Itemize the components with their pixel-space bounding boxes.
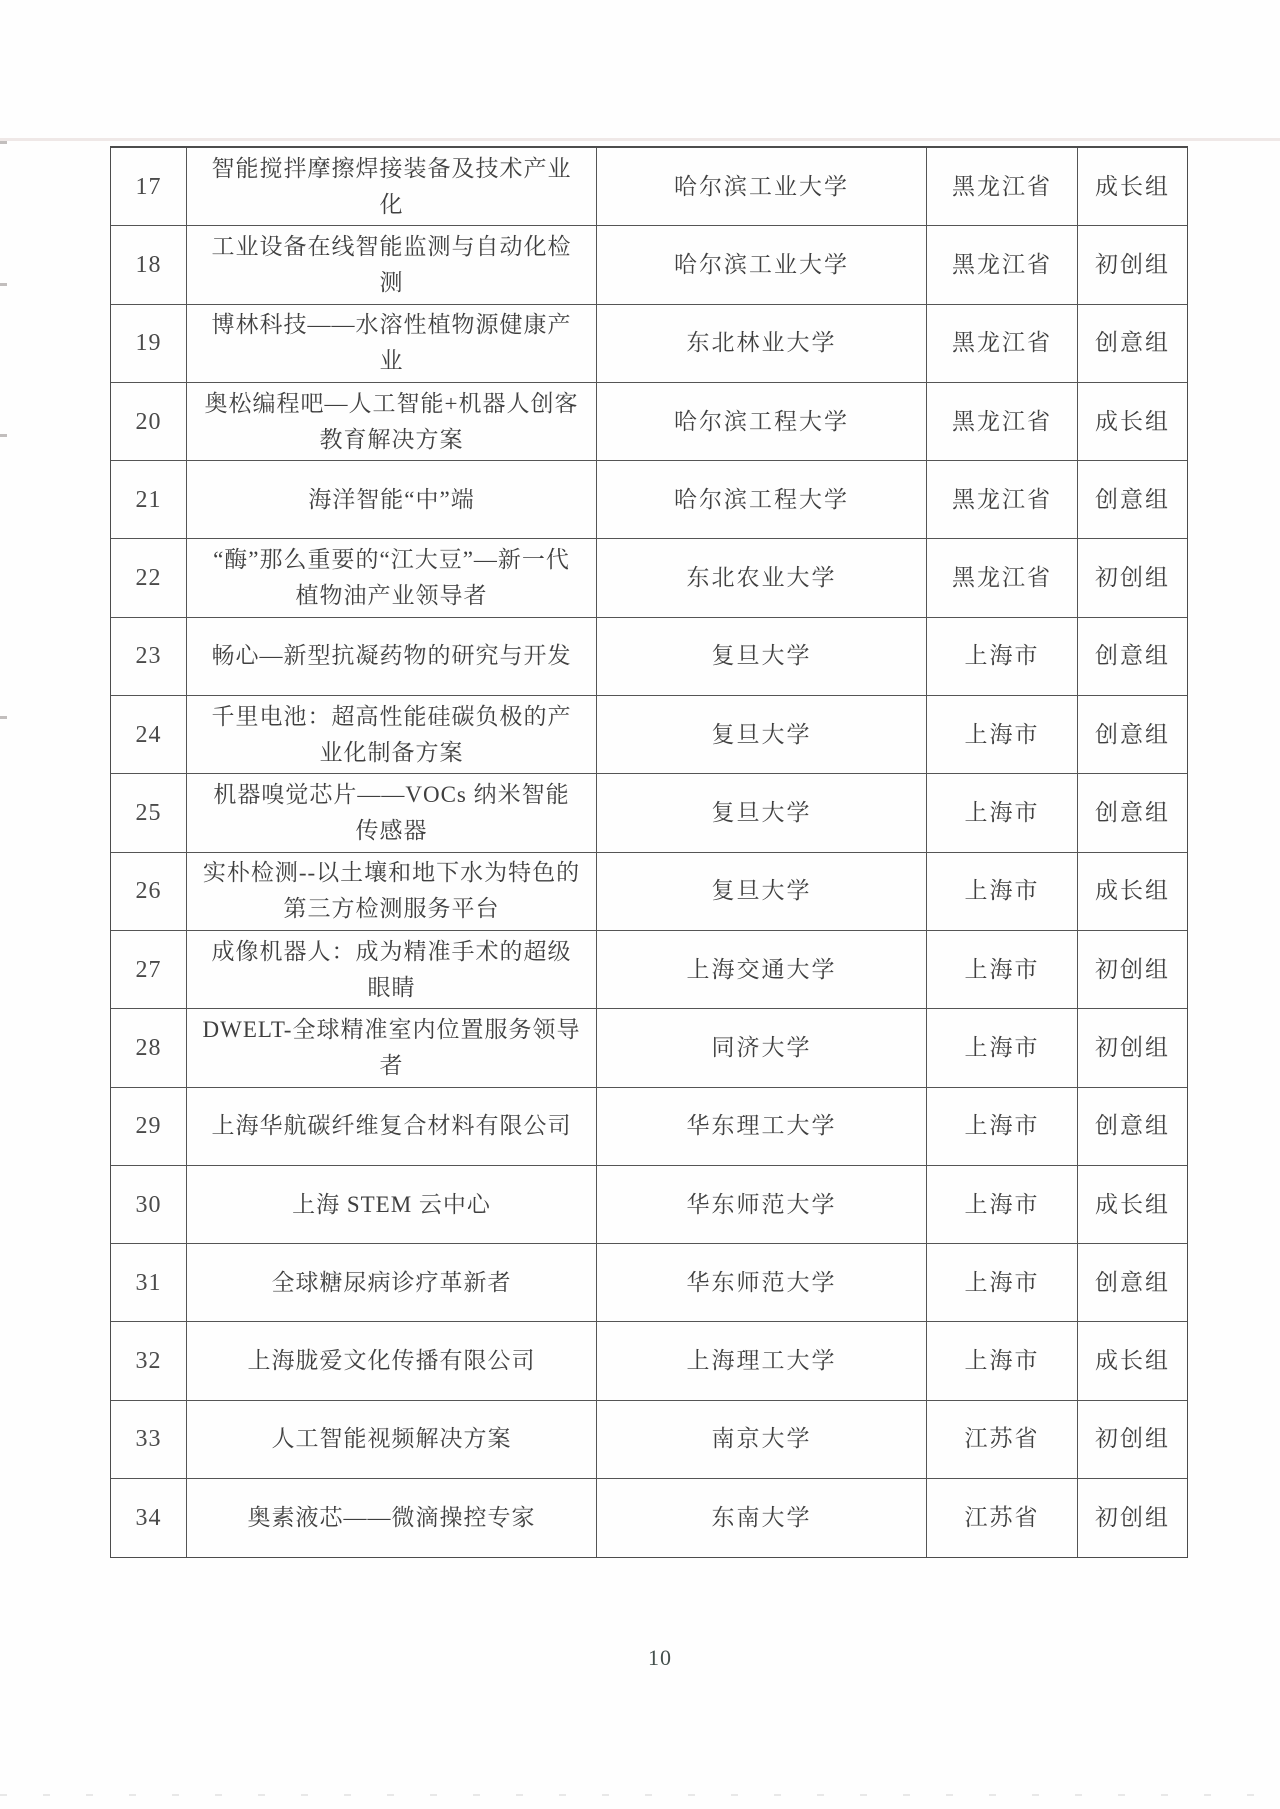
table-row	[111, 226, 1187, 304]
table-row	[111, 383, 1187, 461]
cell-university: 复旦大学	[597, 774, 927, 851]
table-row	[111, 1088, 1187, 1166]
cell-project-name: 畅心—新型抗凝药物的研究与开发	[187, 618, 597, 695]
cell-university: 哈尔滨工程大学	[597, 383, 927, 460]
cell-province: 江苏省	[927, 1479, 1078, 1557]
cell-province: 上海市	[927, 1322, 1078, 1399]
cell-province: 黑龙江省	[927, 539, 1078, 616]
cell-row-number: 33	[111, 1401, 187, 1478]
cell-project-name: 千里电池：超高性能硅碳负极的产业化制备方案	[187, 696, 597, 773]
cell-row-number: 30	[111, 1166, 187, 1243]
scan-artifact-edge-tick	[0, 141, 7, 144]
cell-group: 成长组	[1095, 173, 1170, 199]
cell-group: 创意组	[1095, 486, 1170, 512]
cell-row-number: 24	[111, 696, 187, 773]
cell-project-name: 机器嗅觉芯片——VOCs 纳米智能传感器	[187, 774, 597, 851]
cell-project-name: 奥松编程吧—人工智能+机器人创客教育解决方案	[187, 383, 597, 460]
cell-row-number: 22	[111, 539, 187, 616]
table-row	[111, 461, 1187, 539]
cell-row-number: 18	[111, 226, 187, 303]
table-row	[111, 1009, 1187, 1087]
cell-university: 哈尔滨工业大学	[597, 148, 927, 225]
cell-university: 华东师范大学	[597, 1166, 927, 1243]
cell-university: 华东师范大学	[597, 1244, 927, 1321]
cell-row-number: 25	[111, 774, 187, 851]
cell-project-name: 上海胧爱文化传播有限公司	[187, 1322, 597, 1399]
table-row	[111, 148, 1187, 226]
cell-group: 创意组	[1095, 721, 1170, 747]
table-row	[111, 1479, 1187, 1557]
cell-row-number: 23	[111, 618, 187, 695]
cell-row-number: 29	[111, 1088, 187, 1165]
cell-province: 上海市	[927, 696, 1078, 773]
cell-province: 黑龙江省	[927, 226, 1078, 303]
cell-university: 东北林业大学	[597, 305, 927, 382]
cell-group: 初创组	[1095, 1426, 1170, 1452]
cell-project-name: 全球糖尿病诊疗革新者	[187, 1244, 597, 1321]
cell-province: 黑龙江省	[927, 305, 1078, 382]
scan-artifact-edge-tick	[0, 283, 7, 286]
table-row	[111, 305, 1187, 383]
scan-artifact-bottom-specks	[0, 1794, 1280, 1796]
cell-row-number: 17	[111, 148, 187, 225]
table-row	[111, 618, 1187, 696]
cell-row-number: 20	[111, 383, 187, 460]
cell-group: 成长组	[1095, 408, 1170, 434]
cell-project-name: 上海华航碳纤维复合材料有限公司	[187, 1088, 597, 1165]
cell-university: 东南大学	[597, 1479, 927, 1557]
cell-row-number: 31	[111, 1244, 187, 1321]
cell-project-name: 上海 STEM 云中心	[187, 1166, 597, 1243]
cell-project-name: 海洋智能“中”端	[187, 461, 597, 538]
table-row	[111, 1166, 1187, 1244]
cell-group: 初创组	[1095, 956, 1170, 982]
cell-university: 复旦大学	[597, 853, 927, 930]
cell-province: 上海市	[927, 853, 1078, 930]
cell-project-name: DWELT-全球精准室内位置服务领导者	[187, 1009, 597, 1086]
cell-project-name: “酶”那么重要的“江大豆”—新一代植物油产业领导者	[187, 539, 597, 616]
cell-project-name: 奥素液芯——微滴操控专家	[187, 1479, 597, 1557]
cell-project-name: 成像机器人：成为精准手术的超级眼睛	[187, 931, 597, 1008]
cell-row-number: 32	[111, 1322, 187, 1399]
cell-row-number: 28	[111, 1009, 187, 1086]
cell-university: 上海交通大学	[597, 931, 927, 1008]
cell-group: 初创组	[1095, 1505, 1170, 1531]
cell-group: 创意组	[1095, 1269, 1170, 1295]
cell-university: 哈尔滨工业大学	[597, 226, 927, 303]
table-row	[111, 774, 1187, 852]
table-row	[111, 931, 1187, 1009]
cell-group: 创意组	[1095, 800, 1170, 826]
cell-group: 成长组	[1095, 878, 1170, 904]
table-row	[111, 853, 1187, 931]
page-number: 10	[648, 1645, 672, 1670]
cell-province: 上海市	[927, 931, 1078, 1008]
cell-university: 东北农业大学	[597, 539, 927, 616]
cell-province: 上海市	[927, 774, 1078, 851]
cell-group: 成长组	[1095, 1191, 1170, 1217]
cell-row-number: 26	[111, 853, 187, 930]
cell-province: 黑龙江省	[927, 148, 1078, 225]
table-row	[111, 1401, 1187, 1479]
cell-row-number: 34	[111, 1479, 187, 1557]
cell-province: 黑龙江省	[927, 461, 1078, 538]
cell-project-name: 智能搅拌摩擦焊接装备及技术产业化	[187, 148, 597, 225]
table-row	[111, 539, 1187, 617]
cell-university: 上海理工大学	[597, 1322, 927, 1399]
cell-university: 同济大学	[597, 1009, 927, 1086]
cell-group: 成长组	[1095, 1348, 1170, 1374]
cell-group: 初创组	[1095, 1034, 1170, 1060]
cell-project-name: 工业设备在线智能监测与自动化检测	[187, 226, 597, 303]
cell-group: 初创组	[1095, 251, 1170, 277]
cell-university: 南京大学	[597, 1401, 927, 1478]
cell-project-name: 实朴检测--以土壤和地下水为特色的第三方检测服务平台	[187, 853, 597, 930]
cell-row-number: 21	[111, 461, 187, 538]
cell-province: 黑龙江省	[927, 383, 1078, 460]
cell-province: 江苏省	[927, 1401, 1078, 1478]
table-row	[111, 1244, 1187, 1322]
scan-artifact-edge-tick	[0, 716, 7, 719]
cell-university: 复旦大学	[597, 696, 927, 773]
cell-province: 上海市	[927, 1244, 1078, 1321]
cell-group: 初创组	[1095, 565, 1170, 591]
cell-group: 创意组	[1095, 643, 1170, 669]
cell-row-number: 19	[111, 305, 187, 382]
scan-artifact-edge-tick	[0, 434, 7, 437]
table-row	[111, 696, 1187, 774]
table-row	[111, 1322, 1187, 1400]
cell-province: 上海市	[927, 1166, 1078, 1243]
cell-row-number: 27	[111, 931, 187, 1008]
scan-artifact-top-line	[0, 138, 1280, 141]
cell-group: 创意组	[1095, 330, 1170, 356]
cell-province: 上海市	[927, 618, 1078, 695]
cell-group: 创意组	[1095, 1113, 1170, 1139]
cell-university: 华东理工大学	[597, 1088, 927, 1165]
projects-table	[110, 146, 1188, 1558]
cell-province: 上海市	[927, 1088, 1078, 1165]
cell-project-name: 人工智能视频解决方案	[187, 1401, 597, 1478]
cell-university: 复旦大学	[597, 618, 927, 695]
cell-university: 哈尔滨工程大学	[597, 461, 927, 538]
cell-province: 上海市	[927, 1009, 1078, 1086]
cell-project-name: 博林科技——水溶性植物源健康产业	[187, 305, 597, 382]
